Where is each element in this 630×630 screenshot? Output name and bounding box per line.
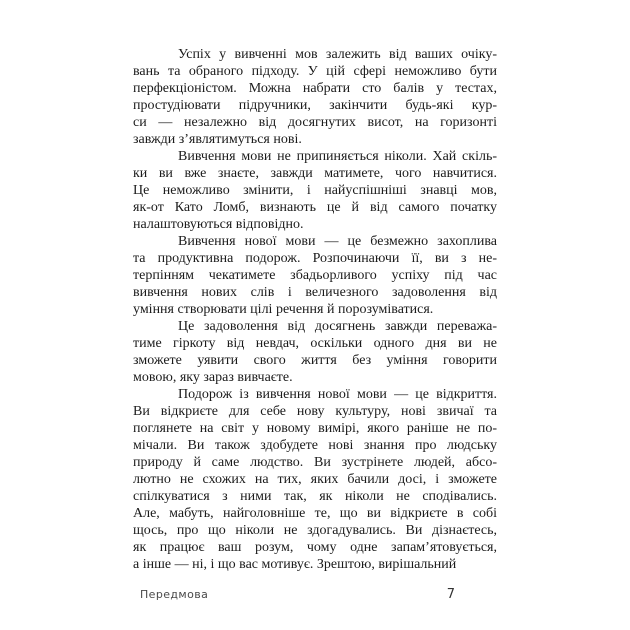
text-line: мічали. Ви також здобудете нові знання про людську (133, 438, 497, 453)
page-footer (140, 587, 455, 602)
text-line: Ви відкриєте для себе нову культуру, нові звичаї та (133, 404, 497, 419)
page-body (133, 46, 497, 573)
text-line: Подорож із вивчення нової мови — це відкриття. (178, 387, 497, 402)
text-line: тиме гіркоту від невдач, оскільки одного дня ви не (133, 336, 497, 351)
paragraph (133, 46, 497, 148)
paragraph (133, 233, 497, 318)
text-line: Це неможливо змінити, і найуспішніші знавці мов, (133, 183, 497, 198)
text-line: щось, про що ніколи не здогадувались. Ви дізнаєтесь, (133, 523, 497, 538)
text-line: Вивчення мови не припиняється ніколи. Хай скіль- (178, 149, 497, 164)
text-line: мовою, яку зараз вивчаєте. (133, 370, 293, 385)
text-line: спілкуватися з ними так, як ніколи не сподівались. (133, 489, 497, 504)
text-line: Але, мабуть, найголовніше те, що ви відкриєте в собі (133, 506, 497, 521)
text-line: терпінням чекатимете збадьорливого успіху під час (133, 268, 497, 283)
text-line: Вивчення нової мови — це безмежно захоплива (178, 234, 497, 249)
text-line: поглянете на світ у новому вимірі, якого раніше не по- (133, 421, 497, 436)
text-line: природу й саме людство. Ви зустрінете людей, абсо- (133, 455, 497, 470)
text-line: Це задоволення від досягнень завжди переважа- (178, 319, 497, 334)
text-line: перфекціоністом. Можна набрати сто балів у тестах, (133, 81, 497, 96)
text-line: уміння створювати цілі речення й порозуміватися. (133, 302, 434, 317)
text-line: вивчення нових слів і величезного задоволення від (133, 285, 497, 300)
text-line: а інше — ні, і що вас мотивує. Зрештою, вирішальний (133, 557, 457, 572)
text-line: налаштовуються відповідно. (133, 217, 304, 232)
text-line: простудіювати підручники, закінчити будь-які кур- (133, 98, 497, 113)
text-line: Успіх у вивченні мов залежить від ваших очіку- (178, 47, 497, 62)
paragraph (133, 386, 497, 573)
footer-page-number: 7 (446, 587, 455, 602)
paragraph (133, 148, 497, 233)
footer-section-title: Передмова (140, 588, 209, 601)
text-line: завжди з’являтимуться нові. (133, 132, 302, 147)
text-line: та продуктивна подорож. Розпочинаючи її, ви з не- (133, 251, 497, 266)
text-line: ки ви вже знаєте, завжди матимете, чого навчитися. (133, 166, 497, 181)
text-line: лютно не схожих на тих, яких бачили досі, і зможете (133, 472, 497, 487)
text-line: як працює ваш розум, чому одне запам’ятовується, (133, 540, 497, 555)
text-line: си — незалежно від досягнутих висот, на горизонті (133, 115, 497, 130)
text-line: вань та обраного підходу. У цій сфері неможливо бути (133, 64, 497, 79)
text-line: зможете уявити свого життя без уміння говорити (133, 353, 497, 368)
text-line: як-от Като Ломб, визнають це й від самого початку (133, 200, 497, 215)
paragraph (133, 318, 497, 386)
